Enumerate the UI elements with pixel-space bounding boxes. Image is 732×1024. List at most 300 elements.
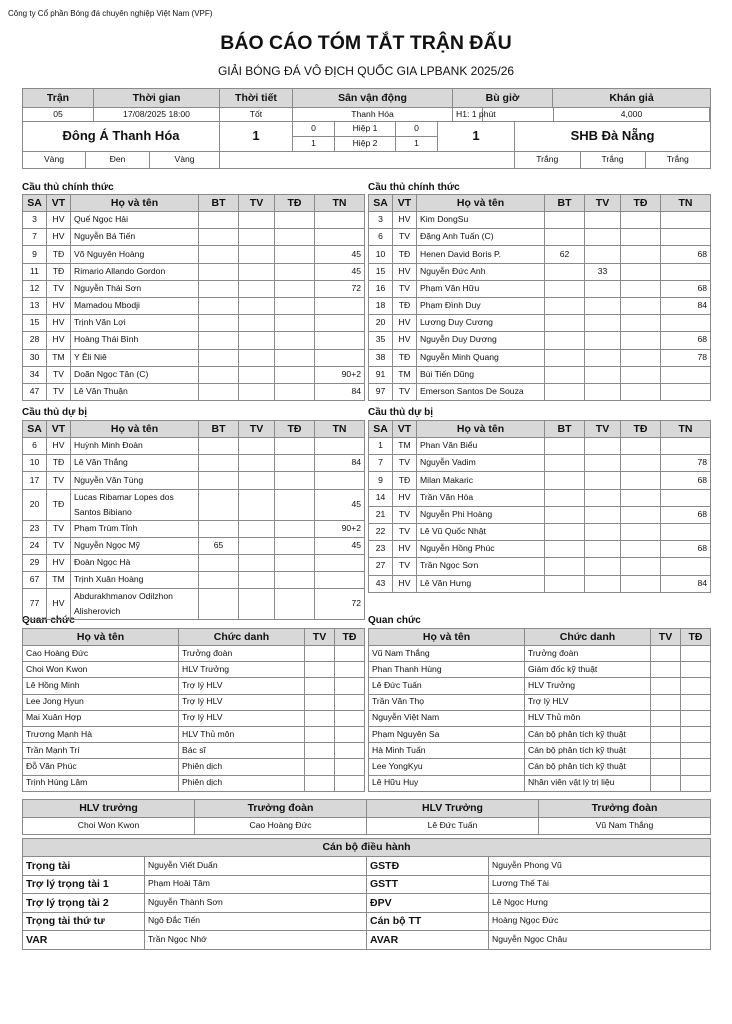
referee-row	[23, 912, 711, 931]
official-name: Trần Văn Thọ	[369, 694, 525, 710]
player-name: Doãn Ngọc Tân (C)	[71, 366, 199, 383]
player-goal	[199, 383, 239, 400]
official-red	[681, 743, 711, 759]
player-row	[369, 438, 711, 455]
player-name: Đoàn Ngọc Hà	[71, 554, 199, 571]
player-position: HV	[47, 554, 71, 571]
player-row	[23, 455, 365, 472]
official-role: HLV Thủ môn	[525, 710, 651, 726]
player-red	[275, 438, 315, 455]
player-position: TM	[393, 366, 417, 383]
h2-home-score: 1	[293, 137, 335, 152]
h2-away-score: 1	[396, 137, 438, 152]
away-subs-table	[368, 420, 711, 593]
player-goal	[545, 263, 585, 280]
player-goal	[545, 506, 585, 523]
referee-name: Ngô Đắc Tiến	[145, 912, 367, 931]
header-tv: TV	[651, 629, 681, 646]
official-role: HLV Trưởng	[179, 662, 305, 678]
player-red	[275, 315, 315, 332]
referee-name: Nguyễn Thành Sơn	[145, 894, 367, 913]
player-row	[23, 297, 365, 314]
official-role: Cán bộ phân tích kỹ thuật	[525, 743, 651, 759]
player-position: HV	[47, 297, 71, 314]
player-yellow	[239, 537, 275, 554]
player-sub-off: 45	[315, 263, 365, 280]
away-starters-table	[368, 194, 711, 401]
header-role: Chức danh	[525, 629, 651, 646]
player-red	[275, 263, 315, 280]
player-yellow	[239, 366, 275, 383]
player-number: 16	[369, 280, 393, 297]
player-number: 20	[23, 489, 47, 520]
player-sub-off	[315, 472, 365, 489]
player-number: 14	[369, 489, 393, 506]
official-red	[335, 743, 365, 759]
player-yellow	[239, 246, 275, 263]
header-role: Chức danh	[179, 629, 305, 646]
player-yellow	[585, 315, 621, 332]
player-yellow	[585, 349, 621, 366]
header-name: Họ và tên	[71, 421, 199, 438]
away-color-shorts: Trắng	[580, 152, 645, 168]
h1-away-score: 0	[396, 122, 438, 137]
official-yellow	[651, 694, 681, 710]
player-number: 10	[23, 455, 47, 472]
player-red	[275, 472, 315, 489]
official-name: Trần Mạnh Trí	[23, 743, 179, 759]
player-goal	[545, 383, 585, 400]
player-row	[369, 263, 711, 280]
signature-away-coach: Lê Đức Tuấn	[367, 818, 539, 835]
referee-role: Trợ lý trọng tài 2	[23, 894, 145, 913]
player-yellow	[239, 438, 275, 455]
official-red	[335, 775, 365, 791]
header-tn: TN	[661, 421, 711, 438]
official-row	[369, 646, 711, 662]
supervisor-role: GSTT	[367, 875, 489, 894]
player-name: Lương Duy Cương	[417, 315, 545, 332]
official-yellow	[651, 710, 681, 726]
official-yellow	[651, 726, 681, 742]
player-row	[23, 280, 365, 297]
player-position: TV	[393, 280, 417, 297]
away-color-socks: Trắng	[666, 154, 689, 165]
away-officials-title: Quan chức	[368, 615, 421, 626]
header-td: TĐ	[275, 421, 315, 438]
stoppage-h1: H1: 1 phút	[453, 108, 483, 122]
player-goal	[199, 332, 239, 349]
player-goal	[199, 246, 239, 263]
player-number: 22	[369, 523, 393, 540]
supervisor-role: ĐPV	[367, 894, 489, 913]
player-number: 35	[369, 332, 393, 349]
player-yellow	[239, 297, 275, 314]
player-sub-off: 68	[661, 472, 711, 489]
player-red	[621, 472, 661, 489]
player-name: Lê Vũ Quốc Nhật	[417, 523, 545, 540]
official-row	[23, 775, 365, 791]
header-match: Trận	[23, 89, 94, 108]
player-name: Milan Makaric	[417, 472, 545, 489]
player-yellow	[585, 455, 621, 472]
player-row	[23, 315, 365, 332]
player-number: 7	[369, 455, 393, 472]
signature-header-home-coach: HLV trưởng	[23, 800, 195, 818]
player-sub-off: 68	[661, 506, 711, 523]
referee-name: Phạm Hoài Tâm	[145, 875, 367, 894]
player-yellow	[585, 489, 621, 506]
player-position: TV	[47, 366, 71, 383]
player-row	[23, 246, 365, 263]
official-row	[369, 775, 711, 791]
official-role: HLV Thủ môn	[179, 726, 305, 742]
player-number: 18	[369, 297, 393, 314]
official-red	[335, 662, 365, 678]
official-name: Lee Jong Hyun	[23, 694, 179, 710]
player-sub-off: 45	[315, 489, 365, 520]
player-yellow	[239, 589, 275, 620]
supervisor-name: Lương Thế Tài	[489, 875, 711, 894]
color-spacer	[220, 152, 515, 169]
header-tn: TN	[315, 195, 365, 212]
header-tv: TV	[239, 421, 275, 438]
header-bt: BT	[199, 421, 239, 438]
player-sub-off	[315, 229, 365, 246]
player-number: 15	[369, 263, 393, 280]
player-yellow	[239, 263, 275, 280]
supervisor-name: Hoàng Ngọc Đức	[489, 912, 711, 931]
player-row	[23, 554, 365, 571]
player-yellow	[585, 438, 621, 455]
player-goal	[545, 297, 585, 314]
player-number: 7	[23, 229, 47, 246]
player-row	[369, 297, 711, 314]
player-goal	[545, 489, 585, 506]
official-role: Trưởng đoàn	[525, 646, 651, 662]
official-row	[369, 678, 711, 694]
official-role: Trợ lý HLV	[525, 694, 651, 710]
header-td: TĐ	[275, 195, 315, 212]
player-row	[23, 229, 365, 246]
player-position: HV	[47, 315, 71, 332]
official-yellow	[305, 726, 335, 742]
home-officials-title: Quan chức	[22, 615, 75, 626]
signature-home-coach: Choi Won Kwon	[23, 818, 195, 835]
player-position: TĐ	[393, 349, 417, 366]
player-row	[23, 537, 365, 554]
official-name: Mai Xuân Hợp	[23, 710, 179, 726]
official-row	[369, 726, 711, 742]
player-position: HV	[393, 541, 417, 558]
player-position: HV	[393, 315, 417, 332]
header-stoppage: Bù giờ	[453, 89, 553, 108]
official-role: Giám đốc kỹ thuật	[525, 662, 651, 678]
referee-row	[23, 857, 711, 876]
player-sub-off	[661, 229, 711, 246]
player-position: TĐ	[393, 472, 417, 489]
player-red	[621, 575, 661, 592]
player-red	[621, 438, 661, 455]
player-red	[621, 229, 661, 246]
home-color-socks: Vàng	[150, 152, 220, 169]
player-number: 28	[23, 332, 47, 349]
header-sa: SA	[369, 421, 393, 438]
player-sub-off: 90+2	[315, 366, 365, 383]
official-red	[681, 694, 711, 710]
signature-away-manager: Vũ Nam Thắng	[539, 818, 711, 835]
player-name: Nguyễn Hồng Phúc	[417, 541, 545, 558]
player-red	[621, 280, 661, 297]
player-yellow	[239, 472, 275, 489]
player-number: 43	[369, 575, 393, 592]
player-yellow	[239, 455, 275, 472]
official-row	[23, 759, 365, 775]
away-team-name: SHB Đà Nẵng	[515, 122, 711, 152]
player-position: TĐ	[47, 455, 71, 472]
player-name: Nguyễn Minh Quang	[417, 349, 545, 366]
player-position: TĐ	[47, 263, 71, 280]
official-row	[369, 743, 711, 759]
player-red	[275, 455, 315, 472]
header-tn: TN	[315, 421, 365, 438]
player-number: 1	[369, 438, 393, 455]
official-name: Cao Hoàng Đức	[23, 646, 179, 662]
official-row	[369, 710, 711, 726]
player-number: 13	[23, 297, 47, 314]
player-row	[369, 280, 711, 297]
player-row	[369, 523, 711, 540]
player-goal	[199, 489, 239, 520]
player-yellow	[585, 212, 621, 229]
player-name: Mamadou Mbodji	[71, 297, 199, 314]
player-yellow	[585, 366, 621, 383]
official-role: Trợ lý HLV	[179, 694, 305, 710]
player-sub-off: 72	[315, 589, 365, 620]
player-sub-off: 84	[315, 383, 365, 400]
header-bt: BT	[545, 195, 585, 212]
header-vt: VT	[393, 195, 417, 212]
away-officials-table	[368, 628, 711, 792]
player-row	[369, 541, 711, 558]
player-sub-off	[315, 332, 365, 349]
header-tv: TV	[239, 195, 275, 212]
match-number: 05	[23, 108, 94, 122]
header-td: TĐ	[621, 195, 661, 212]
official-red	[335, 678, 365, 694]
official-red	[335, 646, 365, 662]
h1-home-score: 0	[293, 122, 335, 137]
player-sub-off: 84	[315, 455, 365, 472]
player-row	[23, 572, 365, 589]
player-position: TĐ	[393, 297, 417, 314]
player-goal	[199, 572, 239, 589]
company-name: Công ty Cổ phần Bóng đá chuyên nghiệp Việt Nam (VPF)	[8, 9, 213, 18]
player-row	[369, 332, 711, 349]
player-name: Nguyễn Phi Hoàng	[417, 506, 545, 523]
player-sub-off: 84	[661, 575, 711, 592]
supervisor-role: Cán bộ TT	[367, 912, 489, 931]
away-starters-title: Cầu thủ chính thức	[368, 182, 460, 193]
player-goal	[545, 280, 585, 297]
player-number: 20	[369, 315, 393, 332]
player-name: Nguyễn Văn Tùng	[71, 472, 199, 489]
official-yellow	[651, 759, 681, 775]
official-row	[23, 662, 365, 678]
referee-name: Trần Ngọc Nhớ	[145, 931, 367, 950]
official-yellow	[305, 743, 335, 759]
player-name: Bùi Tiến Dũng	[417, 366, 545, 383]
official-name: Nguyễn Việt Nam	[369, 710, 525, 726]
player-position: TV	[393, 558, 417, 575]
player-yellow	[585, 575, 621, 592]
player-sub-off	[315, 212, 365, 229]
player-sub-off	[661, 263, 711, 280]
official-yellow	[305, 662, 335, 678]
player-row	[369, 315, 711, 332]
official-name: Phan Thanh Hùng	[369, 662, 525, 678]
header-attendance: Khán giả	[553, 89, 711, 108]
header-tv: TV	[585, 421, 621, 438]
header-time: Thời gian	[94, 89, 220, 108]
referee-role: VAR	[23, 931, 145, 950]
match-time: 17/08/2025 18:00	[94, 108, 220, 122]
away-colors	[515, 152, 710, 168]
official-red	[335, 694, 365, 710]
player-red	[621, 297, 661, 314]
home-color-shorts: Đen	[86, 152, 150, 169]
player-goal	[545, 366, 585, 383]
player-yellow	[585, 229, 621, 246]
player-yellow	[585, 383, 621, 400]
supervisor-name: Nguyễn Phong Vũ	[489, 857, 711, 876]
player-red	[621, 332, 661, 349]
player-position: TM	[393, 438, 417, 455]
player-red	[275, 349, 315, 366]
player-number: 15	[23, 315, 47, 332]
player-row	[369, 349, 711, 366]
signature-header-away-coach: HLV Trưởng	[367, 800, 539, 818]
referees-table	[22, 838, 711, 950]
report-subtitle: GIẢI BÓNG ĐÁ VÔ ĐỊCH QUỐC GIA LPBANK 2025/26	[217, 64, 515, 78]
player-sub-off	[661, 438, 711, 455]
header-sa: SA	[23, 421, 47, 438]
player-row	[23, 520, 365, 537]
signature-table	[22, 799, 711, 835]
player-row	[369, 366, 711, 383]
official-yellow	[305, 694, 335, 710]
player-position: TM	[47, 349, 71, 366]
official-row	[23, 710, 365, 726]
player-number: 17	[23, 472, 47, 489]
half2-label: Hiệp 2	[335, 137, 396, 152]
player-name: Nguyễn Duy Dương	[417, 332, 545, 349]
player-position: TĐ	[393, 246, 417, 263]
signature-home-manager: Cao Hoàng Đức	[195, 818, 367, 835]
player-name: Emerson Santos De Souza	[417, 383, 545, 400]
player-name: Rimario Allando Gordon	[71, 263, 199, 280]
player-goal	[199, 554, 239, 571]
player-goal	[199, 366, 239, 383]
player-position: TV	[393, 455, 417, 472]
player-name: Quế Ngọc Hải	[71, 212, 199, 229]
official-name: Trương Mạnh Hà	[23, 726, 179, 742]
player-number: 77	[23, 589, 47, 620]
referee-row	[23, 931, 711, 950]
player-red	[621, 212, 661, 229]
player-red	[621, 366, 661, 383]
player-number: 9	[369, 472, 393, 489]
player-position: HV	[47, 229, 71, 246]
player-red	[621, 489, 661, 506]
player-goal	[545, 455, 585, 472]
player-position: HV	[393, 212, 417, 229]
player-yellow	[585, 541, 621, 558]
player-yellow: 33	[585, 263, 621, 280]
player-row	[369, 229, 711, 246]
header-name: Họ và tên	[417, 195, 545, 212]
player-goal	[545, 541, 585, 558]
player-yellow	[239, 280, 275, 297]
player-goal	[199, 472, 239, 489]
referee-role: Trọng tài thứ tư	[23, 912, 145, 931]
player-sub-off: 78	[661, 455, 711, 472]
player-name: Hoàng Thái Bình	[71, 332, 199, 349]
player-sub-off	[661, 489, 711, 506]
player-yellow	[239, 489, 275, 520]
player-yellow	[585, 246, 621, 263]
header-bt: BT	[545, 421, 585, 438]
player-sub-off	[661, 366, 711, 383]
player-position: TĐ	[47, 246, 71, 263]
supervisor-name: Nguyễn Ngọc Châu	[489, 931, 711, 950]
official-row	[23, 694, 365, 710]
player-row	[369, 506, 711, 523]
player-yellow	[585, 280, 621, 297]
match-stadium: Thanh Hóa	[293, 108, 453, 122]
official-yellow	[305, 678, 335, 694]
player-red	[275, 489, 315, 520]
player-yellow	[239, 572, 275, 589]
player-row	[369, 489, 711, 506]
player-position: HV	[47, 332, 71, 349]
player-number: 23	[23, 520, 47, 537]
player-position: TV	[393, 383, 417, 400]
official-red	[681, 678, 711, 694]
home-officials-table	[22, 628, 365, 792]
player-number: 23	[369, 541, 393, 558]
player-number: 12	[23, 280, 47, 297]
away-score: 1	[438, 122, 515, 152]
player-red	[621, 263, 661, 280]
player-sub-off	[315, 349, 365, 366]
home-score: 1	[220, 122, 293, 152]
supervisor-name: Lê Ngọc Hưng	[489, 894, 711, 913]
player-red	[621, 506, 661, 523]
header-tv: TV	[305, 629, 335, 646]
player-red	[621, 349, 661, 366]
player-red	[275, 383, 315, 400]
player-number: 21	[369, 506, 393, 523]
header-vt: VT	[47, 195, 71, 212]
player-position: TĐ	[47, 489, 71, 520]
player-sub-off	[661, 315, 711, 332]
header-td: TĐ	[335, 629, 365, 646]
player-yellow	[239, 315, 275, 332]
official-role: Bác sĩ	[179, 743, 305, 759]
player-goal	[545, 523, 585, 540]
player-row	[369, 212, 711, 229]
